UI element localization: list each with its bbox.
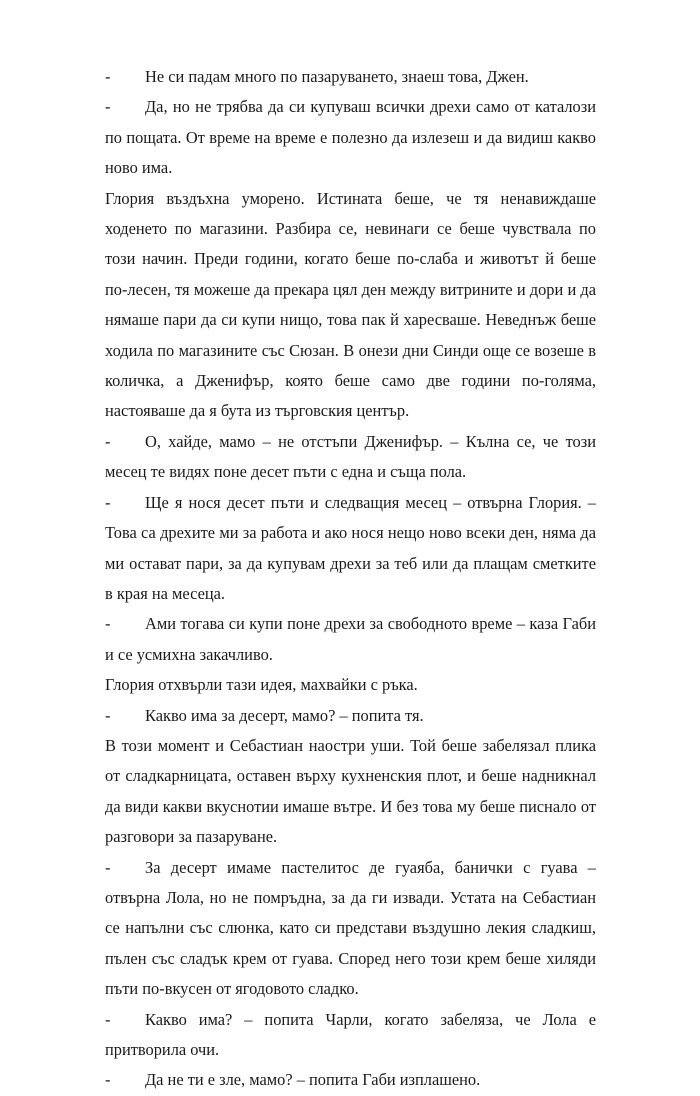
- dialogue-dash: -: [105, 705, 111, 725]
- dialogue-paragraph: [105, 427, 596, 488]
- dialogue-dash: -: [105, 1009, 111, 1029]
- dialogue-dash: -: [105, 614, 111, 634]
- paragraph-text: Какво има? – попита Чарли, когато забеляза, че Лола е притворила очи.: [105, 1009, 596, 1059]
- dialogue-paragraph: [105, 853, 596, 1005]
- dialogue-dash: -: [105, 857, 111, 877]
- dialogue-paragraph: [105, 701, 596, 731]
- narrative-paragraph: [105, 670, 596, 700]
- paragraph-text: Ами тогава си купи поне дрехи за свободното време – каза Габи и се усмихна закачливо.: [105, 614, 596, 664]
- paragraph-text: За десерт имаме пастелитос де гуаяба, банички с гуава – отвърна Лола, но не помръдна, за да ги извади. Устата на Себастиан се напълни със слюнка, като си представи въздушно лекия сладкиш, пълен със сладък крем от гуава. Според него този крем беше хиляди пъти по-вкусен от ягодовото сладко.: [105, 857, 596, 999]
- dialogue-dash: -: [105, 431, 111, 451]
- dialogue-dash: -: [105, 492, 111, 512]
- paragraph-text: Да не ти е зле, мамо? – попита Габи изплашено.: [145, 1070, 481, 1090]
- dialogue-dash: -: [105, 97, 111, 117]
- narrative-paragraph: [105, 184, 596, 427]
- dialogue-paragraph: [105, 488, 596, 610]
- paragraph-text: О, хайде, мамо – не отстъпи Дженифър. – Кълна се, че този месец те видях поне десет пъти с една и съща пола.: [105, 431, 596, 482]
- narrative-paragraph: [105, 731, 596, 853]
- dialogue-paragraph: [105, 1005, 596, 1066]
- dialogue-dash: -: [105, 1070, 111, 1090]
- paragraph-text: Да, но не трябва да си купуваш всички дрехи само от каталози по пощата. От време на време е полезно да излезеш и да видиш какво ново има.: [105, 97, 596, 178]
- paragraph-text: Глория въздъхна уморено. Истината беше, че тя ненавиждаше ходенето по магазини. Разбира се, невинаги се беше чувствала по този начин. Преди години, когато беше по-слаба и животът й беше по-лесен, тя можеше да прекара цял ден между витрините и дори и да нямаше пари да си купи нищо, това пак й харесваше. Неведнъж беше ходила по магазините със Сюзан. В онези дни Синди още се возеше в количка, а Дженифър, която беше само две години по-голяма, настояваше да я бута из търговския център.: [105, 188, 596, 421]
- dialogue-paragraph: [105, 609, 596, 670]
- dialogue-paragraph: [105, 1065, 596, 1095]
- paragraph-text: В този момент и Себастиан наостри уши. Той беше забелязал плика от сладкарницата, оставен върху кухненския плот, и беше надникнал да види какви вкуснотии имаше вътре. И без това му беше писнало от разговори за пазаруване.: [105, 735, 596, 847]
- dialogue-paragraph: [105, 62, 596, 92]
- dialogue-dash: -: [105, 67, 111, 86]
- paragraph-text: Не си падам много по пазаруването, знаеш това, Джен.: [145, 67, 529, 86]
- paragraph-text: Ще я нося десет пъти и следващия месец – отвърна Глория. – Това са дрехите ми за работа и ако нося нещо ново всеки ден, няма да ми остават пари, за да купувам дрехи за теб или да плащам сметките в края на месеца.: [105, 492, 596, 603]
- paragraph-text: Какво има за десерт, мамо? – попита тя.: [145, 705, 424, 725]
- paragraph-text: Глория отхвърли тази идея, махвайки с ръка.: [105, 675, 418, 695]
- dialogue-paragraph: [105, 92, 596, 183]
